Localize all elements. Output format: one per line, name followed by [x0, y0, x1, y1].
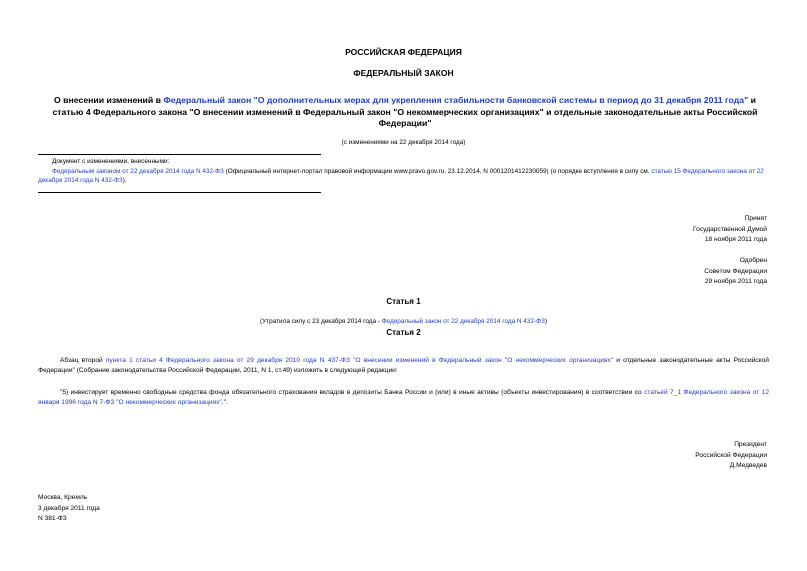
article-2-p1-prefix: Абзац второй — [60, 357, 106, 364]
signature-line-1: Президент — [734, 441, 767, 448]
title-suffix: и статью 4 Федерального закона "О внесении изменений в Федеральный закон "О некоммерческих организациях" и отдельные законодательные акты Российской Федерации" — [52, 95, 758, 128]
amendments-heading: Документ с изменениями, внесенными: — [52, 158, 170, 165]
amendment-close: ). — [122, 177, 127, 184]
article-2-p2-law-link[interactable]: статьей 7_1 Федерального закона от 12 января 1996 года N 7-ФЗ "О некоммерческих организациях" — [38, 389, 769, 407]
signature-line-2: Российской Федерации — [695, 451, 767, 459]
article-1-note-prefix: (Утратила силу с 23 декабря 2014 года - — [260, 318, 382, 325]
adopted-line-2: Государственной Думой — [693, 225, 767, 233]
law-number-line: N 381-ФЗ — [38, 515, 67, 522]
article-2-p1-law-link[interactable]: пункта 1 статьи 4 Федерального закона от 29 декабря 2010 года N 437-ФЗ "О внесении изменений в Федеральный закон "О некоммерческих организациях" — [105, 357, 614, 364]
article-2-paragraph-1 — [38, 356, 769, 376]
amendments-top-rule — [38, 154, 321, 155]
place-line: Москва, Кремль — [38, 494, 88, 501]
amendments-text — [38, 167, 770, 186]
date-line: 3 декабря 2011 года — [38, 504, 100, 512]
adopted-block — [693, 214, 767, 246]
signature-block — [695, 440, 767, 472]
article-1-repeal-link[interactable]: Федеральный закон от 22 декабря 2014 года N 432-ФЗ — [381, 318, 545, 325]
article-2-heading: Статья 2 — [386, 328, 421, 337]
amendments-bottom-rule — [38, 192, 321, 193]
amendment-article-link[interactable]: статью 15 Федерального закона от 22 декабря 2014 года N 432-ФЗ — [38, 167, 764, 184]
article-2-p1-suffix: и отдельные законодательные акты Российской Федерации" (Собрание законодательства Российской Федерации, 2011, N 1, ст.49) изложить в следующей редакции: — [38, 357, 769, 375]
amendment-source: (Официальный интернет-портал правовой информации www.pravo.gov.ru, 23.12.2014, N 0001201412230059) (о порядке вступления в силу см. — [223, 167, 652, 175]
amendment-law-link[interactable]: Федеральным законом от 22 декабря 2014 года N 432-ФЗ — [52, 167, 224, 175]
article-2-paragraph-2 — [38, 388, 769, 408]
amendments-block — [38, 157, 770, 186]
article-1-note-suffix: ) — [544, 318, 547, 325]
country-heading: РОССИЙСКАЯ ФЕДЕРАЦИЯ — [345, 47, 462, 57]
law-title — [38, 95, 772, 130]
article-2-p2-suffix: .". — [221, 399, 228, 407]
adopted-line-3: 18 ноября 2011 года — [704, 236, 767, 243]
title-law-link[interactable]: Федеральный закон "О дополнительных мерах для укрепления стабильности банковской системы в период до 31 декабря 2011 года" — [163, 95, 749, 105]
revision-note: (с изменениями на 22 декабря 2014 года) — [341, 139, 466, 146]
adopted-line-1: Принят — [744, 215, 767, 222]
signature-line-3: Д.Медведев — [729, 462, 767, 469]
law-type-heading: ФЕДЕРАЛЬНЫЙ ЗАКОН — [353, 68, 454, 78]
approved-block — [704, 256, 767, 288]
approved-line-3: 29 ноября 2011 года — [704, 278, 767, 285]
title-prefix: О внесении изменений в — [54, 95, 164, 105]
article-1-heading: Статья 1 — [386, 297, 421, 306]
place-date-block — [38, 493, 100, 525]
approved-line-1: Одобрен — [739, 257, 767, 264]
article-1-note — [0, 317, 807, 327]
article-2-p2-prefix: "5) инвестирует временно свободные средства фонда обязательного страхования вкладов в депозиты Банка России и (или) в иные активы (объекты инвестирования) в соответствии со — [60, 389, 645, 396]
approved-line-2: Советом Федерации — [704, 267, 767, 275]
